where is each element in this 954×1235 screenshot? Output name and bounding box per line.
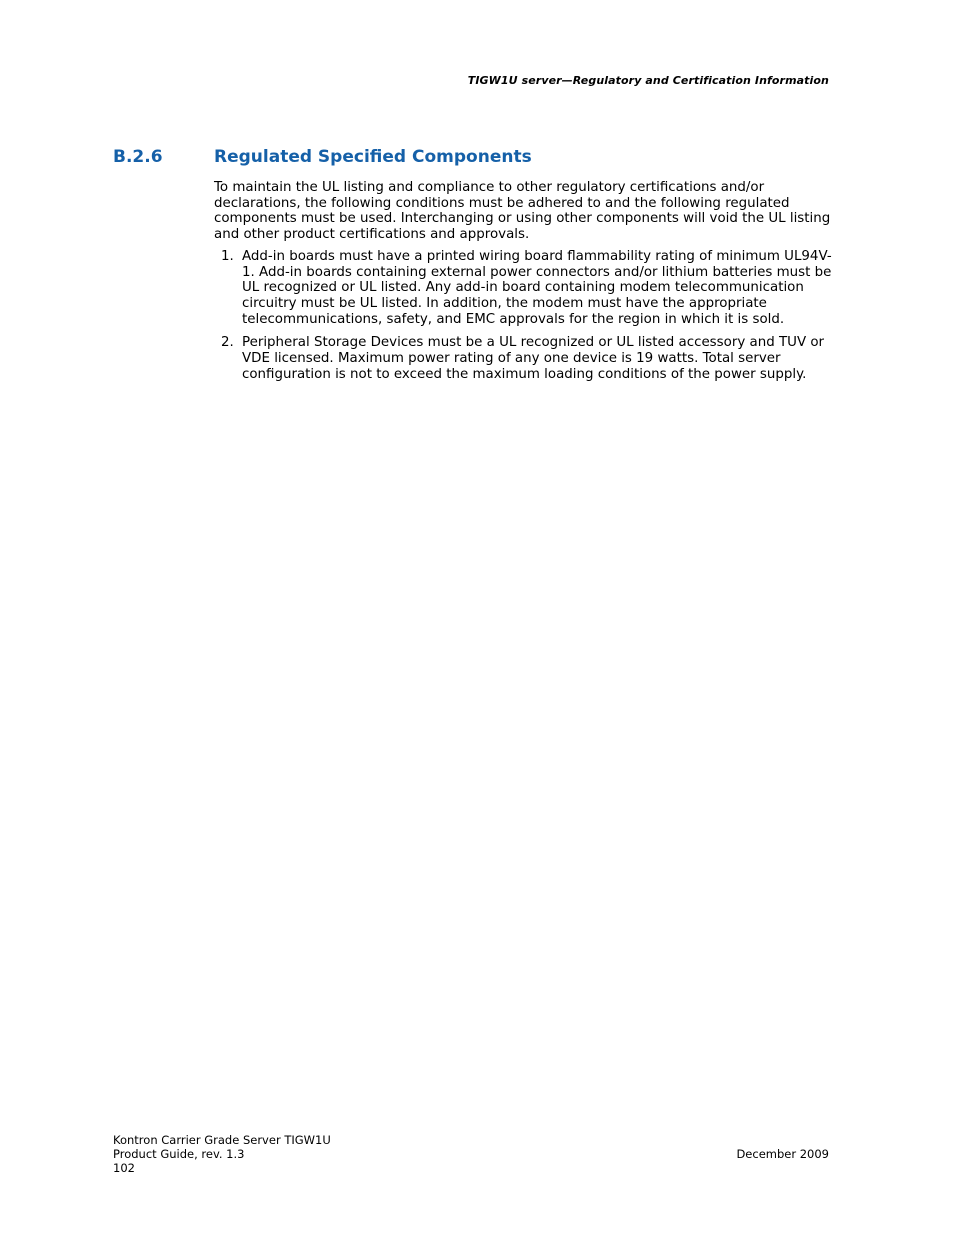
list-item [214, 249, 832, 328]
footer-product: Kontron Carrier Grade Server TIGW1U [113, 1133, 331, 1147]
section-heading [113, 147, 833, 167]
section-number: B.2.6 [113, 147, 163, 167]
footer-left [113, 1133, 331, 1175]
footer-guide: Product Guide, rev. 1.3 [113, 1147, 245, 1161]
list-item [214, 335, 832, 382]
footer-page-number: 102 [113, 1161, 135, 1175]
list-item-text: Add-in boards must have a printed wiring board flammability rating of minimum UL94V-1. Add-in boards containing external power connectors and/or lithium batteries must be UL recognized or UL listed. Any add-in board containing modem telecommunication circuitry must be UL listed. In addition, the modem must have the appropriate telecommunications, safety, and EMC approvals for the region in which it is sold. [242, 248, 832, 327]
list-item-number: 2. [221, 335, 234, 351]
requirements-list [214, 249, 832, 383]
intro-paragraph: To maintain the UL listing and compliance to other regulatory certifications and/or declarations, the following conditions must be adhered to and the following regulated components must be used. Interchanging or using other components will void the UL listing and other product certifications and approvals. [214, 180, 831, 243]
running-header: TIGW1U server—Regulatory and Certification Information [467, 74, 829, 87]
list-item-number: 1. [221, 248, 234, 264]
list-item-text: Peripheral Storage Devices must be a UL recognized or UL listed accessory and TUV or VDE licensed. Maximum power rating of any one device is 19 watts. Total server configuration is not to exceed the maximum loading conditions of the power supply. [242, 335, 825, 382]
section-body [214, 180, 832, 390]
section-title: Regulated Specified Components [214, 147, 532, 167]
footer-date: December 2009 [736, 1147, 829, 1161]
